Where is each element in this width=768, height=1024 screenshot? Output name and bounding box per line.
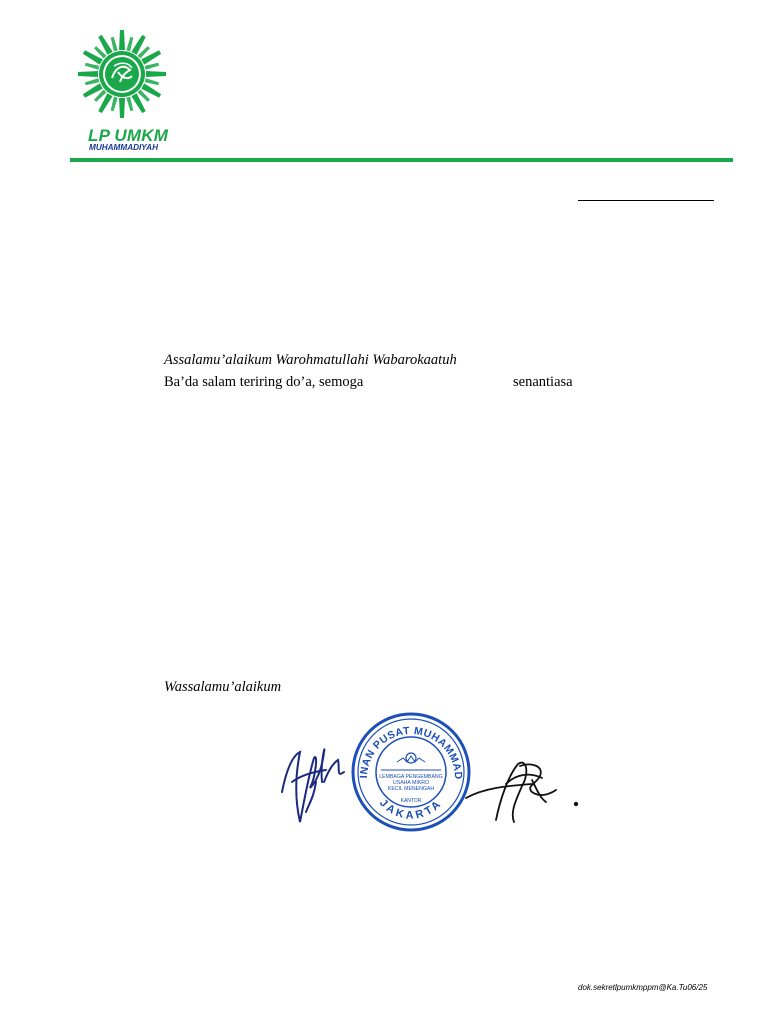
body-text-continue: senantiasa (513, 374, 573, 390)
right-signature (466, 763, 577, 822)
logo-title: LP UMKM (88, 126, 169, 145)
body-text-start: Ba’da salam teriring do’a, semoga (164, 374, 364, 390)
sun-emblem-icon (68, 28, 178, 128)
logo-subtitle: MUHAMMADIYAH (89, 143, 158, 152)
svg-text:JAKARTA: JAKARTA (377, 796, 446, 822)
closing-text: Wassalamu’alaikum (164, 679, 282, 695)
greeting-text: Assalamu’alaikum Warohmatullahi Wabarokaatuh (164, 352, 457, 368)
svg-text:PIMPINAN PUSAT MUHAMMADIYAH: PIMPINAN PUSAT MUHAMMADIYAH (357, 724, 465, 781)
document-reference: dok.sekretlpumkmppm@Ka.Tu06/25 (578, 983, 708, 992)
svg-text:LEMBAGA PENGEMBANG: LEMBAGA PENGEMBANG (379, 774, 443, 780)
date-underline (578, 200, 714, 201)
organization-logo (68, 28, 178, 152)
svg-text:KANTOR: KANTOR (400, 798, 422, 804)
svg-text:KECIL MENENGAH: KECIL MENENGAH (387, 786, 435, 792)
organization-stamp (353, 714, 469, 830)
signature-block (270, 712, 590, 842)
left-signature (282, 749, 344, 822)
header-divider (70, 158, 733, 162)
svg-text:USAHA MIKRO: USAHA MIKRO (392, 780, 430, 786)
